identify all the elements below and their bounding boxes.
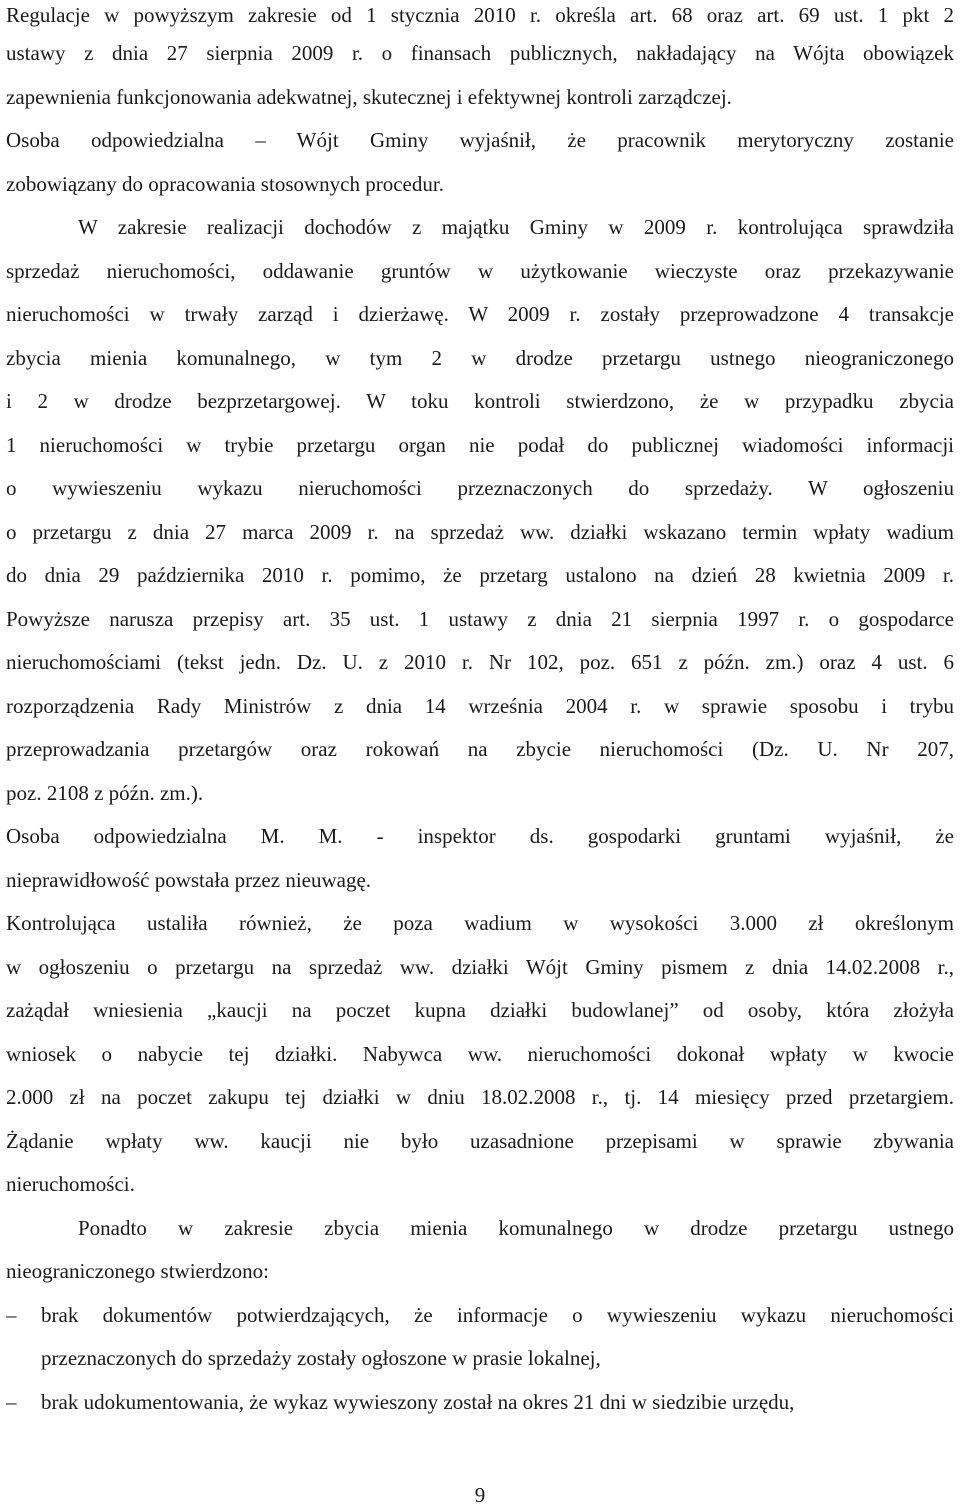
paragraph-line: Osoba odpowiedzialna M. M. - inspektor ds. gospodarki gruntami wyjaśnił, że xyxy=(6,824,954,848)
paragraph-line: ustawy z dnia 27 sierpnia 2009 r. o finansach publicznych, nakładający na Wójta obowiązek xyxy=(6,41,954,65)
paragraph-line: o przetargu z dnia 27 marca 2009 r. na sprzedaż ww. działki wskazano termin wpłaty wadium xyxy=(6,520,954,544)
paragraph-line: Kontrolująca ustaliła również, że poza wadium w wysokości 3.000 zł określonym xyxy=(6,911,954,935)
bullet-text: przeznaczonych do sprzedaży zostały ogłoszone w prasie lokalnej, xyxy=(41,1346,601,1370)
paragraph-line: nieruchomościami (tekst jedn. Dz. U. z 2010 r. Nr 102, poz. 651 z późn. zm.) oraz 4 ust. 6 xyxy=(6,650,954,674)
paragraph-line: sprzedaż nieruchomości, oddawanie gruntów w użytkowanie wieczyste oraz przekazywanie xyxy=(6,259,954,283)
paragraph-line: Osoba odpowiedzialna – Wójt Gminy wyjaśnił, że pracownik merytoryczny zostanie xyxy=(6,128,954,152)
paragraph-line: do dnia 29 października 2010 r. pomimo, że przetarg ustalono na dzień 28 kwietnia 2009 r. xyxy=(6,563,954,587)
paragraph-line: Ponadto w zakresie zbycia mienia komunalnego w drodze przetargu ustnego xyxy=(78,1216,954,1240)
paragraph-line: przeprowadzania przetargów oraz rokowań na zbycie nieruchomości (Dz. U. Nr 207, xyxy=(6,737,954,761)
paragraph-line: w ogłoszeniu o przetargu na sprzedaż ww. działki Wójt Gminy pismem z dnia 14.02.2008 r., xyxy=(6,955,954,979)
paragraph-line: zażądał wniesienia „kaucji na poczet kupna działki budowlanej” od osoby, która złożyła xyxy=(6,998,954,1022)
paragraph-line: wniosek o nabycie tej działki. Nabywca ww. nieruchomości dokonał wpłaty w kwocie xyxy=(6,1042,954,1066)
paragraph-line: zapewnienia funkcjonowania adekwatnej, skutecznej i efektywnej kontroli zarządczej. xyxy=(6,85,732,109)
paragraph-line: 1 nieruchomości w trybie przetargu organ nie podał do publicznej wiadomości informacji xyxy=(6,433,954,457)
bullet-text: brak dokumentów potwierdzających, że informacje o wywieszeniu wykazu nieruchomości xyxy=(41,1303,954,1327)
paragraph-line: nieruchomości. xyxy=(6,1172,135,1196)
dash-bullet-icon: – xyxy=(6,1303,17,1327)
paragraph-line: nieruchomości w trwały zarząd i dzierżawę. W 2009 r. zostały przeprowadzone 4 transakcje xyxy=(6,302,954,326)
dash-bullet-icon: – xyxy=(6,1390,17,1414)
paragraph-line: W zakresie realizacji dochodów z majątku Gminy w 2009 r. kontrolująca sprawdziła xyxy=(78,215,954,239)
paragraph-line: o wywieszeniu wykazu nieruchomości przeznaczonych do sprzedaży. W ogłoszeniu xyxy=(6,476,954,500)
paragraph-line: rozporządzenia Rady Ministrów z dnia 14 września 2004 r. w sprawie sposobu i trybu xyxy=(6,694,954,718)
paragraph-line: nieograniczonego stwierdzono: xyxy=(6,1259,269,1283)
paragraph-line: zobowiązany do opracowania stosownych procedur. xyxy=(6,172,444,196)
page-number: 9 xyxy=(474,1483,486,1507)
paragraph-line: 2.000 zł na poczet zakupu tej działki w dniu 18.02.2008 r., tj. 14 miesięcy przed przetargiem. xyxy=(6,1085,954,1109)
paragraph-line: poz. 2108 z późn. zm.). xyxy=(6,781,204,805)
paragraph-line: nieprawidłowość powstała przez nieuwagę. xyxy=(6,868,372,892)
paragraph-line: zbycia mienia komunalnego, w tym 2 w drodze przetargu ustnego nieograniczonego xyxy=(6,346,954,370)
paragraph-line: i 2 w drodze bezprzetargowej. W toku kontroli stwierdzono, że w przypadku zbycia xyxy=(6,389,954,413)
paragraph-line: Powyższe narusza przepisy art. 35 ust. 1 ustawy z dnia 21 sierpnia 1997 r. o gospodarce xyxy=(6,607,954,631)
paragraph-line: Żądanie wpłaty ww. kaucji nie było uzasadnione przepisami w sprawie zbywania xyxy=(6,1129,954,1153)
bullet-text: brak udokumentowania, że wykaz wywieszony został na okres 21 dni w siedzibie urzędu, xyxy=(41,1390,795,1414)
paragraph-line: Regulacje w powyższym zakresie od 1 stycznia 2010 r. określa art. 68 oraz art. 69 ust. 1 pkt 2 xyxy=(6,3,954,27)
